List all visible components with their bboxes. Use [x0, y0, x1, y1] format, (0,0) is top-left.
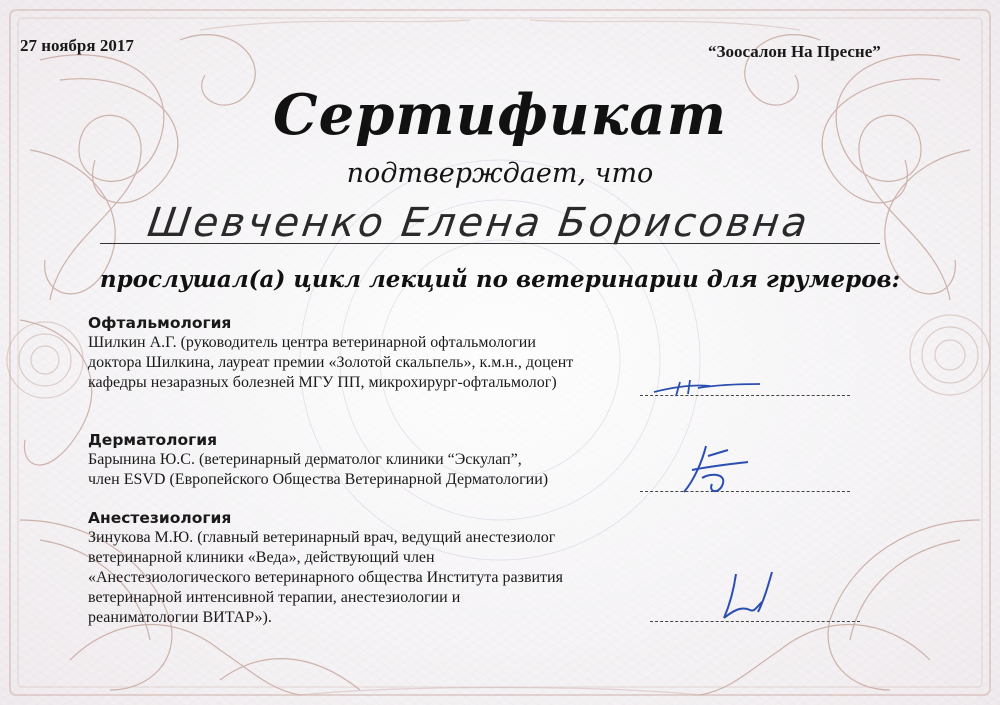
- section-heading: Дерматология: [88, 431, 218, 449]
- section-line: доктора Шилкина, лауреат премии «Золотой скальпель», к.м.н., доцент: [88, 354, 574, 371]
- section-line: член ESVD (Европейского Общества Ветеринарной Дерматологии): [88, 471, 549, 488]
- organization-name: “Зоосалон На Пресне”: [708, 42, 881, 61]
- confirms-text: подтверждает, что: [346, 158, 654, 189]
- section-line: кафедры незаразных болезней МГУ ПП, микрохирург-офтальмолог): [88, 374, 557, 391]
- signature-dermatology: [672, 442, 752, 498]
- section-heading: Анестезиология: [88, 509, 232, 527]
- section-heading: Офтальмология: [88, 314, 232, 332]
- section-line: ветеринарной интенсивной терапии, анестезиологии и: [88, 589, 461, 606]
- signature-ophthalmology: [650, 372, 770, 402]
- certificate-title: Сертификат: [273, 82, 727, 148]
- course-description: прослушал(а) цикл лекций по ветеринарии для грумеров:: [99, 266, 901, 293]
- recipient-name: Шевченко Елена Борисовна: [144, 200, 813, 246]
- section-line: «Анестезиологического ветеринарного общества Института развития: [88, 569, 563, 586]
- section-line: Шилкин А.Г. (руководитель центра ветеринарной офтальмологии: [88, 334, 536, 351]
- section-line: Барынина Ю.С. (ветеринарный дерматолог клиники “Эскулап”,: [88, 451, 522, 468]
- section-dermatology: [88, 430, 548, 490]
- name-underline: [100, 243, 880, 244]
- section-anesthesiology: [88, 508, 563, 628]
- certificate-date: 27 ноября 2017: [20, 36, 134, 55]
- signature-anesthesiology: [712, 566, 792, 622]
- section-line: ветеринарной клиники «Веда», действующий член: [88, 549, 435, 566]
- section-ophthalmology: [88, 313, 573, 393]
- section-line: реаниматологии ВИТАР»).: [88, 609, 272, 626]
- section-line: Зинукова М.Ю. (главный ветеринарный врач, ведущий анестезиолог: [88, 529, 556, 546]
